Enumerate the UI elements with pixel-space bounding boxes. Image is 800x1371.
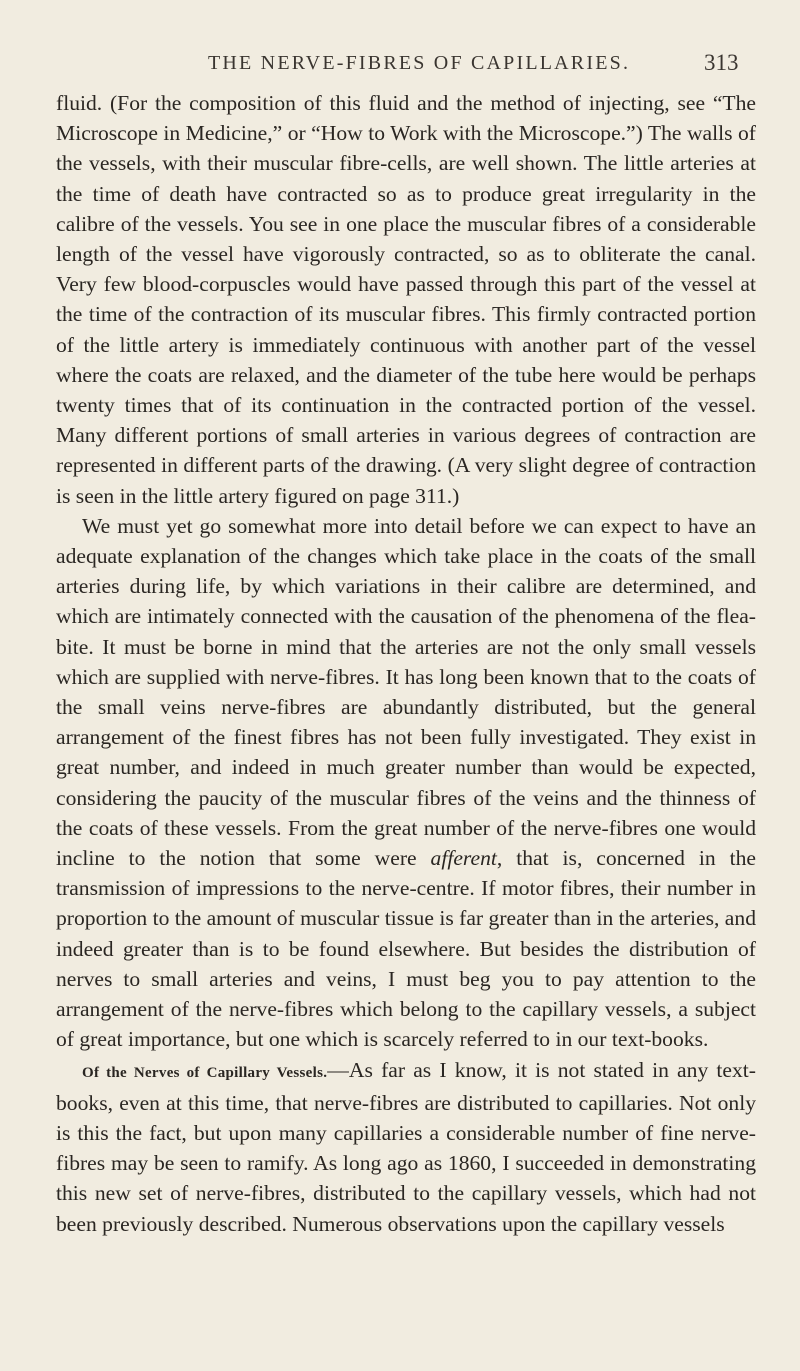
- paragraph-text: , that is, concerned in the transmission of impressions to the nerve-centre. If motor fibres, their number in proportion to the amount of muscular tissue is far greater than in the arteries, and indeed greater than is to be found elsewhere. But besides the distribution of nerves to small arteries and veins, I must beg you to pay attention to the arrangement of the nerve-fibres which belong to the capillary vessels, a subject of great importance, but one which is scarcely referred to in our text-books.: [56, 846, 757, 1052]
- emphasis-afferent: afferent: [430, 846, 497, 871]
- section-heading: Of the Nerves of Capillary Vessels.: [82, 1064, 328, 1081]
- running-title: THE NERVE-FIBRES OF CAPILLARIES.: [208, 52, 631, 74]
- paragraph-text: —As far as I know, it is not stated in any text-books, even at this time, that nerve-fibres are distributed to capillaries. Not only is this the fact, but upon many capillaries a considerable number of fine nerve-fibres may be seen to ramify. As long ago as 1860, I succeeded in demonstrating this new set of nerve-fibres, distributed to the capillary vessels, which had not been previously described. Numerous observations upon the capillary vessels: [56, 1057, 757, 1236]
- body-text: [56, 88, 756, 1239]
- paragraph-text: We must yet go somewhat more into detail before we can expect to have an adequate explanation of the changes which take place in the coats of the small arteries during life, by which variations in their calibre are determined, and which are intimately connected with the causation of the phenomena of the flea-bite. It must be borne in mind that the arteries are not the only small vessels which are supplied with nerve-fibres. It has long been known that to the coats of the small veins nerve-fibres are abundantly distributed, but the general arrangement of the finest fibres has not been fully investigated. They exist in great number, and indeed in much greater number than would be expected, considering the paucity of the muscular fibres of the veins and the thinness of the coats of these vessels. From the great number of the nerve-fibres one would incline to the notion that some were: [56, 513, 756, 871]
- page-number: 313: [704, 50, 739, 75]
- running-head: [0, 52, 800, 82]
- paragraph-continuation: fluid. (For the composition of this fluid and the method of injecting, see “The Microscope in Medicine,” or “How to Work with the Microscope.”) The walls of the vessels, with their muscular fibre-cells, are well shown. The little arteries at the time of death have contracted so as to produce great irregularity in the calibre of the vessels. You see in one place the muscular fibres of a considerable length of the vessel have vigorously contracted, so as to obliterate the canal. Very few blood-corpuscles would have passed through this part of the vessel at the time of the contraction of its muscular fibres. This firmly contracted portion of the little artery is immediately continuous with another part of the vessel where the coats are relaxed, and the diameter of the tube here would be perhaps twenty times that of its continuation in the contracted portion of the vessel. Many different portions of small arteries in various degrees of contraction are represented in different parts of the drawing. (A very slight degree of contraction is seen in the little artery figured on page 311.): [56, 91, 756, 508]
- paragraph-arteries-veins: [56, 511, 756, 1055]
- paragraph-capillary-nerves: [56, 1055, 756, 1239]
